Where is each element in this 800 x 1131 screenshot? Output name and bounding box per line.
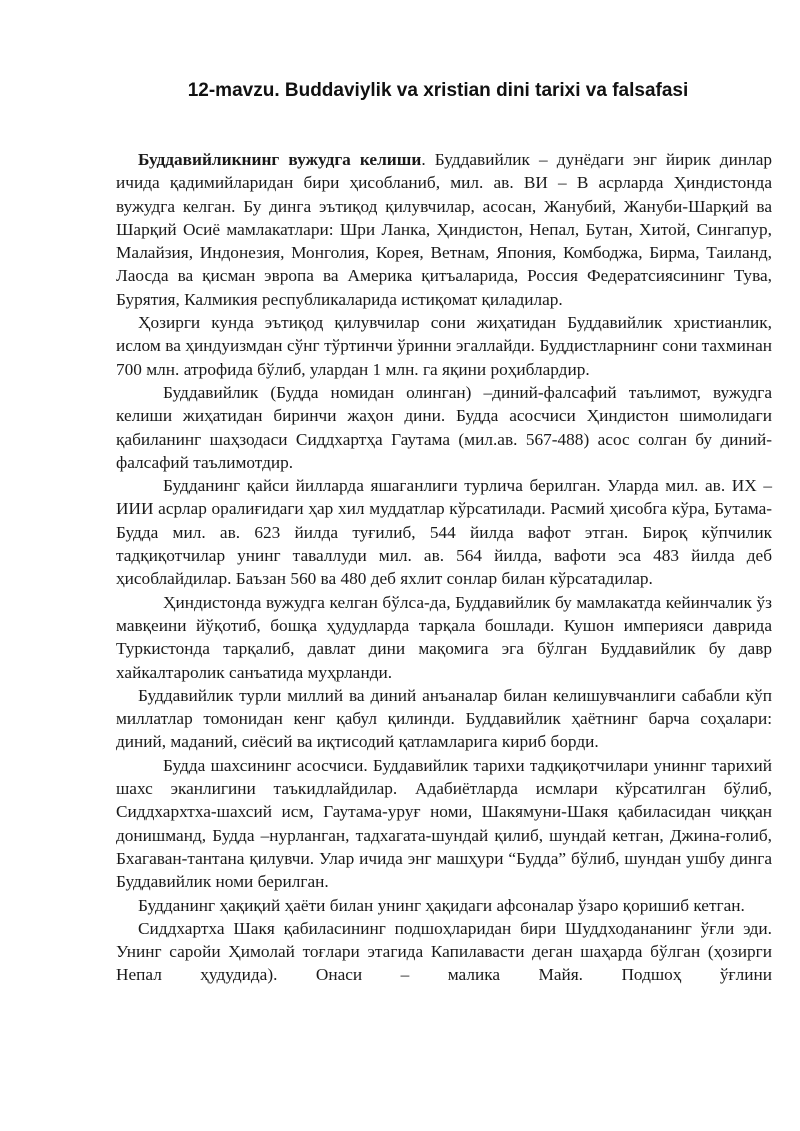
document-body [116, 148, 772, 987]
paragraph-dates: Будданинг қайси йилларда яшаганлиги турлича берилган. Уларда мил. ав. ИХ – ИИИ асрлар оралиғидаги ҳар хил муддатлар кўрсатилади. Расмий ҳисобга кўра, Бутама-Будда мил. ав. 623 йилда туғилиб, 544 йилда вафот этган. Бироқ кўпчилик тадқиқотчилар унинг таваллуди мил. ав. 564 йилда, вафоти эса 483 йилда деб ҳисоблайдилар. Баъзан 560 ва 480 деб яхлит сонлар билан кўрсатадилар. [116, 476, 772, 589]
paragraph-text: . Буддавийлик – дунёдаги энг йирик динлар ичида қадимийларидан бири ҳисобланиб, мил. ав. ВИ – В асрларда Ҳиндистонда вужудга келган. Бу динга эътиқод қилувчилар, асосан, Жанубий, Жануби-Шарқий ва Шарқий Осиё мамлакатлари: Шри Ланка, Ҳиндистон, Непал, Бутан, Хитой, Сингапур, Малайзия, Индонезия, Монголия, Корея, Ветнам, Япония, Комбоджа, Бирма, Таиланд, Лаосда ва қисман эвропа ва Америка қитъаларида, Россия Федератсиясининг Тува, Бурятия, Калмикия республикаларида истиқомат қиладилар. [116, 150, 773, 309]
paragraph-spread: Ҳиндистонда вужудга келган бўлса-да, Буддавийлик бу мамлакатда кейинчалик ўз мавқеини йўқотиб, бошқа ҳудудларда тарқала бошлади. Кушон империяси даврида Туркистонда тарқалиб, давлат дини мақомига эга бўлган Буддавийлик бу давр хайкалтаролик санъатида муҳрланди. [116, 592, 772, 682]
paragraph-biography: Сиддхартха Шакя қабиласининг подшоҳларидан бири Шуддходананинг ўғли эди. Унинг саройи Ҳимолай тоғлари этагида Капилавасти деган шаҳарда бўлган (ҳозирги Непал ҳудудида). Онаси – малика Майя. Подшоҳ ўғлини [116, 918, 772, 985]
paragraph-definition: Буддавийлик (Будда номидан олинган) –диний-фалсафий таълимот, вужудга келиши жиҳатидан биринчи жаҳон дини. Будда асосчиси Ҳиндистон шимолидаги қабиланинг шаҳзодаси Сиддхартҳа Гаутама (мил.ав. 567-488) асос солган бу диний-фалсафий таълимотдир. [116, 382, 772, 472]
paragraph-acceptance: Буддавийлик турли миллий ва диний анъаналар билан келишувчанлиги сабабли кўп миллатлар томонидан кенг қабул қилинди. Буддавийлик ҳаётнинг барча соҳалари: диний, маданий, сиёсий ва иқтисодий қатламларига кириб борди. [116, 685, 772, 752]
paragraph-followers: Ҳозирги кунда эътиқод қилувчилар сони жиҳатидан Буддавийлик христианлик, ислом ва ҳиндуизмдан сўнг тўртинчи ўринни эгаллайди. Буддистларнинг сони тахминан 700 млн. атрофида бўлиб, улардан 1 млн. га яқини роҳиблардир. [116, 313, 772, 379]
paragraph-founder: Будда шахсининг асосчиси. Буддавийлик тарихи тадқиқотчилари униннг тарихий шахс эканлигини таъкидлайдилар. Адабиётларда исмлари кўрсатилган бўлиб, Сиддхархтха-шахсий исм, Гаутама-уруғ номи, Шакямуни-Шакя қабиласидан чиққан донишманд, Будда –нурланган, тадхагата-шундай қилиб, шундай кетган, Джина-ғолиб, Бхагаван-тантана қилувчи. Улар ичида энг машҳури “Будда” бўлиб, шундан ушбу динга Буддавийлик номи берилган. [116, 755, 772, 892]
paragraph-legends: Будданинг ҳақиқий ҳаёти билан унинг ҳақидаги афсоналар ўзаро қоришиб кетган. [138, 895, 745, 915]
section-heading: Буддавийликнинг вужудга келиши [138, 150, 422, 169]
page-title: 12-mavzu. Buddaviylik va xristian dini tarixi va falsafasi [187, 80, 689, 101]
paragraph-emergence [116, 148, 772, 311]
